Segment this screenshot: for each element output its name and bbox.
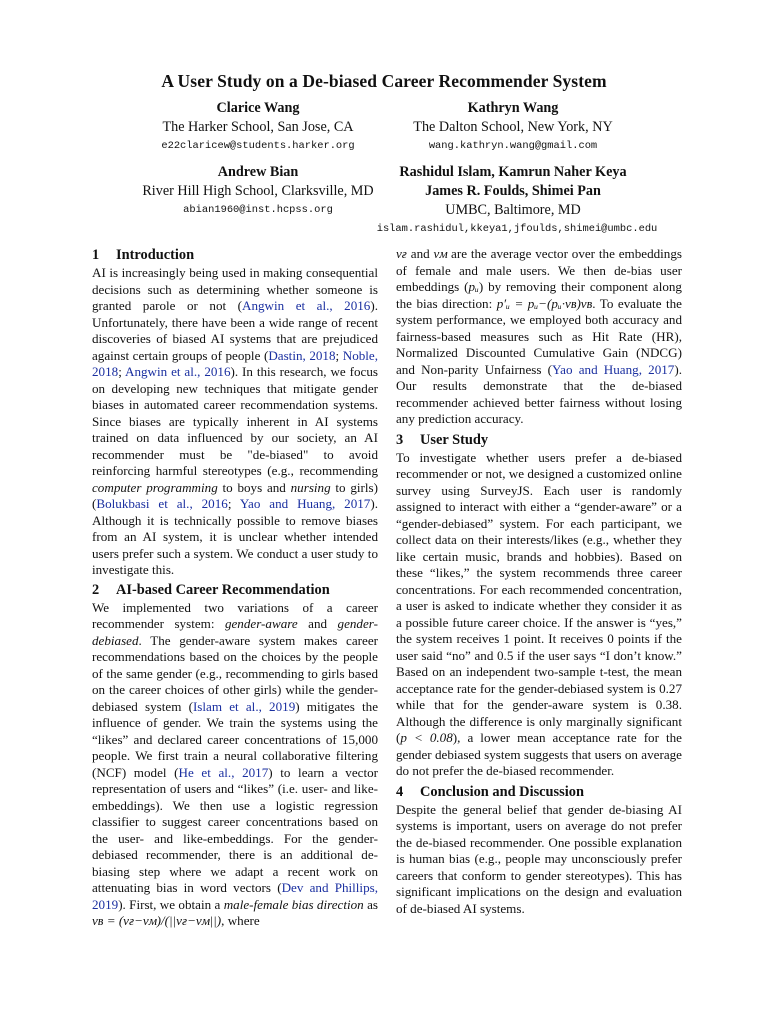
math-symbol: vᴍ [433,246,448,261]
text: ). Although it is technically possible to remove biases from an AI system, it is unclear whether intended users prefer such a system. We conduct a user study to investigate this. [92,496,378,577]
citation-link[interactable]: Dastin, 2018 [268,347,336,363]
section-heading [396,783,682,802]
section-heading [396,431,682,450]
text: as [363,896,378,912]
math-symbol: vғ [396,246,407,261]
text: ) mitigates the influence of gender. We train the systems using the “likes” and declared career concentrations of 15,000 people. We first train a neural collaborative filtering (NCF) model ( [92,698,378,780]
citation-link[interactable]: Yao and Huang, 2017 [552,361,675,377]
text: ), a lower mean acceptance rate for the gender debiased system suggests that users on average do not prefer the de-biased recommender. [396,730,682,778]
paragraph [92,600,378,930]
text: ). Our results demonstrate that the de-biased recommender achieved better fairness without losing any prediction accuracy. [396,361,682,426]
text: To investigate whether users prefer a de-biased recommender or not, we designed a customized online survey using SurveyJS. Each user is randomly assigned to interact with either a “gender-aware” or a “gender-debiased” system. For each participant, we collect data on their interests/likes (e.g., whether they like certain music, brands and hobbies). Based on these “likes,” the system recommends three career concentrations. For each recommended concentration, a user is asked to indicate whether they consider it as a possible future career choice. If the answer is “yes,” the system receives 1 point. It receives 0 points if the user said “no” and 0.5 if the user says “I don’t know.” Based on an independent two-sample t-test, the mean acceptance rate for the gender-debiased system is 0.27 while that for the gender-aware system is 0.38. Although the difference is only marginally significant ( [396,449,682,745]
citation-link[interactable]: Bolukbasi et al., 2016 [96,496,228,511]
math-formula: vʙ = (vғ−vᴍ)/(||vғ−vᴍ||) [92,913,222,928]
author-email[interactable]: islam.rashidul,kkeya1,jfoulds,shimei@umbc.edu [376,223,658,235]
text: . The gender-aware system makes career recommendations based on the choices by the people of the same gender (e.g., recommending to girls based on the career choices of other girls) while the gender-debiased system ( [92,632,378,714]
section-number: 4 [396,783,404,800]
section-title: AI-based Career Recommendation [116,581,330,598]
section-number: 2 [92,581,100,598]
author-affiliation: River Hill High School, Clarksville, MD [142,183,374,199]
author-name: Rashidul Islam, Kamrun Naher Keya [399,164,627,180]
text: , where [221,913,260,928]
citation-link[interactable]: Yao and Huang, 2017 [239,496,371,511]
text: ; [227,496,240,511]
emphasis: computer programming [92,479,218,495]
section-heading [92,246,378,265]
paragraph [396,450,682,780]
author-affiliation: The Dalton School, New York, NY [413,119,613,135]
citation-link[interactable]: Dev and Phillips, 2019 [92,880,378,912]
paragraph [92,265,378,579]
paragraph [396,802,682,918]
text: are the average vector over the embeddings of female and male users. We then de-bias user embeddings ( [396,246,682,294]
paragraph [396,246,682,428]
text: We implemented two variations of a career recommender system: [92,599,378,631]
left-column [92,246,378,930]
author-name: Kathryn Wang [467,100,559,116]
author-block [393,99,633,155]
text: ). In this research, we focus on developing new techniques that mitigate gender biases in automated career recommendation systems. Since biases are typically inherent in AI systems trained on data influenced by our society, an AI recommender must be "de-biased" to avoid reinforcing harmful stereotypes (e.g., recommending [92,364,378,478]
author-affiliation: The Harker School, San Jose, CA [162,119,354,135]
section-number: 1 [92,247,100,263]
section-heading [92,581,378,600]
author-block [138,99,378,155]
text: to boys and [217,479,291,495]
text: to girls) ( [92,479,378,511]
emphasis: gender-aware [224,616,298,631]
section-number: 3 [396,431,404,448]
text: and [406,246,434,261]
right-column [396,246,682,917]
emphasis: male-female bias direction [223,896,364,912]
author-name: Clarice Wang [216,100,300,116]
text: AI is increasingly being used in making consequential decisions such as determining whether someone is granted parole or not ( [92,265,378,313]
emphasis: gender-debiased [92,616,378,648]
section-title: Introduction [116,247,195,263]
author-block [350,163,676,238]
citation-link[interactable]: He et al., 2017 [178,764,269,780]
text: . To evaluate the system performance, we employed both accuracy and fairness-based measures such as Hit Rate (HR), Normalized Discounted Cumulative Gain (NDCG) and Non-parity Unfairness ( [396,295,682,377]
text: ; [335,347,343,363]
author-email[interactable]: abian1960@inst.hcpss.org [183,204,333,216]
author-name-continued: James R. Foulds, Shimei Pan [425,183,601,199]
text: ) to learn a vector representation of users and “likes” (i.e. user- and like-embeddings). We then use a logistic regression classifier to suggest career concentrations based on the user- and like-embeddings. For the gender-debiased recommender, there is an additional de-biasing step where we adapt a recent work on attenuating bias in word vectors ( [92,764,378,895]
citation-link[interactable]: Noble, 2018 [92,347,379,379]
author-email[interactable]: wang.kathryn.wang@gmail.com [428,140,598,152]
math-formula: p′ᵤ = pᵤ−(pᵤ·vʙ)vʙ [496,295,593,311]
math-symbol: pᵤ [468,279,479,294]
citation-link[interactable]: Angwin et al., 2016 [242,298,371,313]
text: ) by removing their component along the bias direction: [396,279,682,311]
text: Despite the general belief that gender de-biasing AI systems is important, users on average do not prefer the de-biased recommender. One possible explanation is human bias (e.g., people may unconsciously prefer careers that conform to gender stereotypes). This has significant implications on the design and evaluation of de-biased AI systems. [396,801,682,916]
author-email[interactable]: e22claricew@students.harker.org [161,140,355,152]
text: and [297,616,338,631]
math-formula: p < 0.08 [400,730,453,745]
section-title: Conclusion and Discussion [420,783,584,800]
text: ). Unfortunately, there have been a wide range of recent discoveries of biased AI systems that are prejudiced against certain groups of people ( [92,298,378,363]
citation-link[interactable]: Angwin et al., 2016 [125,364,231,379]
text: ; [118,364,125,379]
citation-link[interactable]: Islam et al., 2019 [192,698,296,714]
emphasis: nursing [290,479,331,495]
author-affiliation: UMBC, Baltimore, MD [445,202,581,218]
author-name: Andrew Bian [217,164,299,180]
paper-title: A User Study on a De-biased Career Recommender System [161,71,607,91]
text: ). First, we obtain a [118,896,224,912]
section-title: User Study [420,431,489,448]
